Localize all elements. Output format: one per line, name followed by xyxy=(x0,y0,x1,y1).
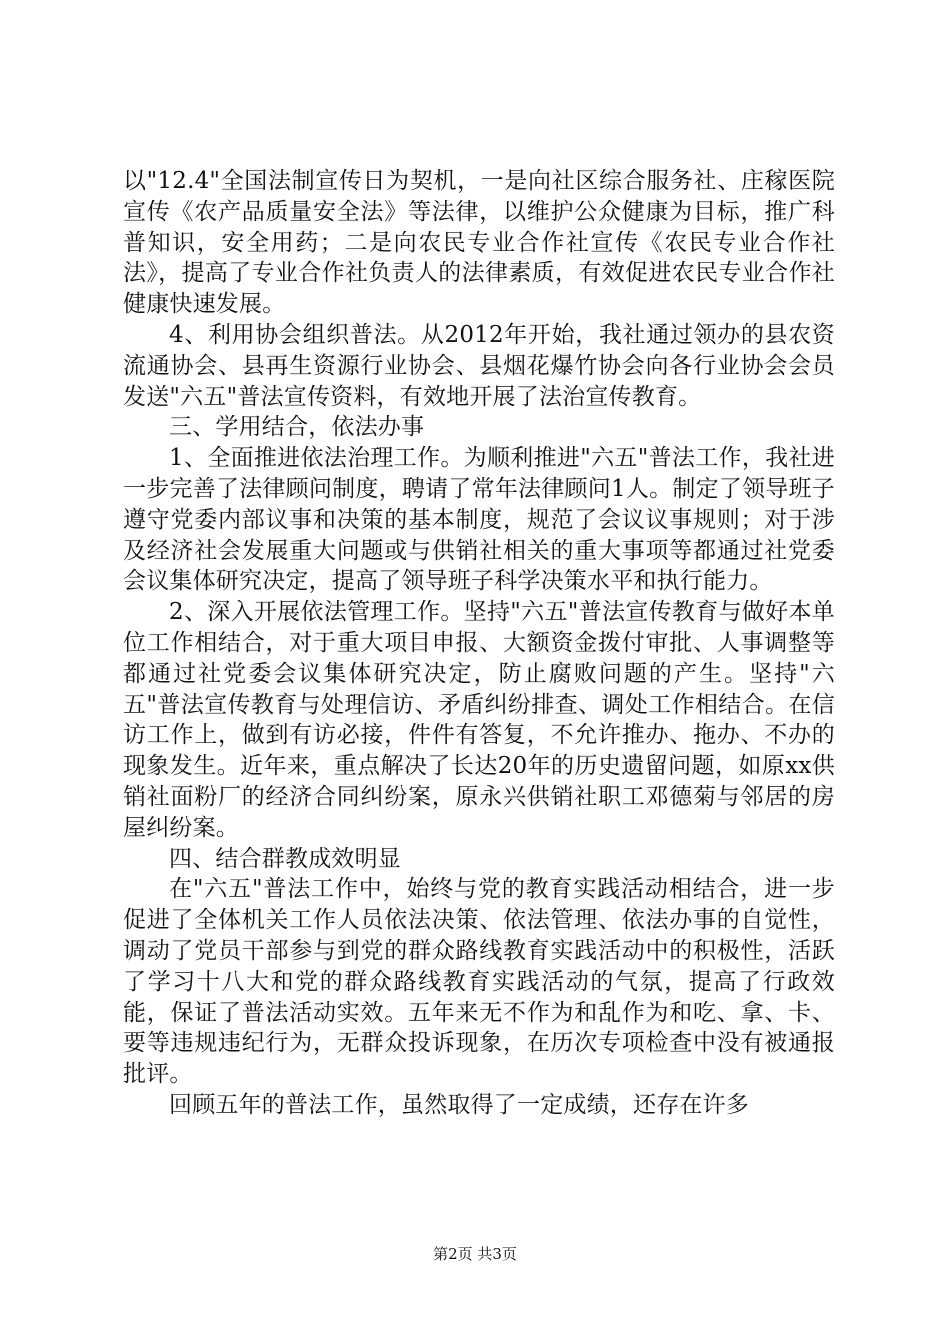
document-body xyxy=(123,166,835,1121)
paragraph-continuation: 以"12.4"全国法制宣传日为契机，一是向社区综合服务社、庄稼医院宣传《农产品质量安全法》等法律，以维护公众健康为目标，推广科普知识，安全用药；二是向农民专业合作社宣传《农民专业合作社法》，提高了专业合作社负责人的法律素质，有效促进农民专业合作社健康快速发展。 xyxy=(123,168,835,318)
section-heading-3: 三、学用结合，依法办事 xyxy=(169,414,425,441)
paragraph-item-2: 2、深入开展依法管理工作。坚持"六五"普法宣传教育与做好本单位工作相结合，对于重大项目申报、大额资金拨付审批、人事调整等都通过社党委会议集体研究决定，防止腐败问题的产生。坚持"六五"普法宣传教育与处理信访、矛盾纠纷排查、调处工作相结合。在信访工作上，做到有访必接，件件有答复，不允许推办、拖办、不办的现象发生。近年来，重点解决了长达20年的历史遗留问题，如原xx供销社面粉厂的经济合同纠纷案，原永兴供销社职工邓德菊与邻居的房屋纠纷案。 xyxy=(123,599,835,841)
paragraph-item-1: 1、全面推进依法治理工作。为顺利推进"六五"普法工作，我社进一步完善了法律顾问制度，聘请了常年法律顾问1人。制定了领导班子遵守党委内部议事和决策的基本制度，规范了会议议事规则；对于涉及经济社会发展重大问题或与供销社相关的重大事项等都通过社党委会议集体研究决定，提高了领导班子科学决策水平和执行能力。 xyxy=(123,445,835,595)
page-number-footer: 第2页 共3页 xyxy=(433,1245,517,1263)
section-heading-4: 四、结合群教成效明显 xyxy=(169,845,401,872)
paragraph-review: 回顾五年的普法工作，虽然取得了一定成绩，还存在许多 xyxy=(169,1091,749,1118)
paragraph-item-4: 4、利用协会组织普法。从2012年开始，我社通过领办的县农资流通协会、县再生资源行业协会、县烟花爆竹协会向各行业协会会员发送"六五"普法宣传资料，有效地开展了法治宣传教育。 xyxy=(123,321,835,410)
paragraph-section-4-body: 在"六五"普法工作中，始终与党的教育实践活动相结合，进一步促进了全体机关工作人员依法决策、依法管理、依法办事的自觉性，调动了党员干部参与到党的群众路线教育实践活动中的积极性，活跃了学习十八大和党的群众路线教育实践活动的气氛，提高了行政效能，保证了普法活动实效。五年来无不作为和乱作为和吃、拿、卡、要等违规违纪行为，无群众投诉现象，在历次专项检查中没有被通报批评。 xyxy=(123,876,835,1088)
